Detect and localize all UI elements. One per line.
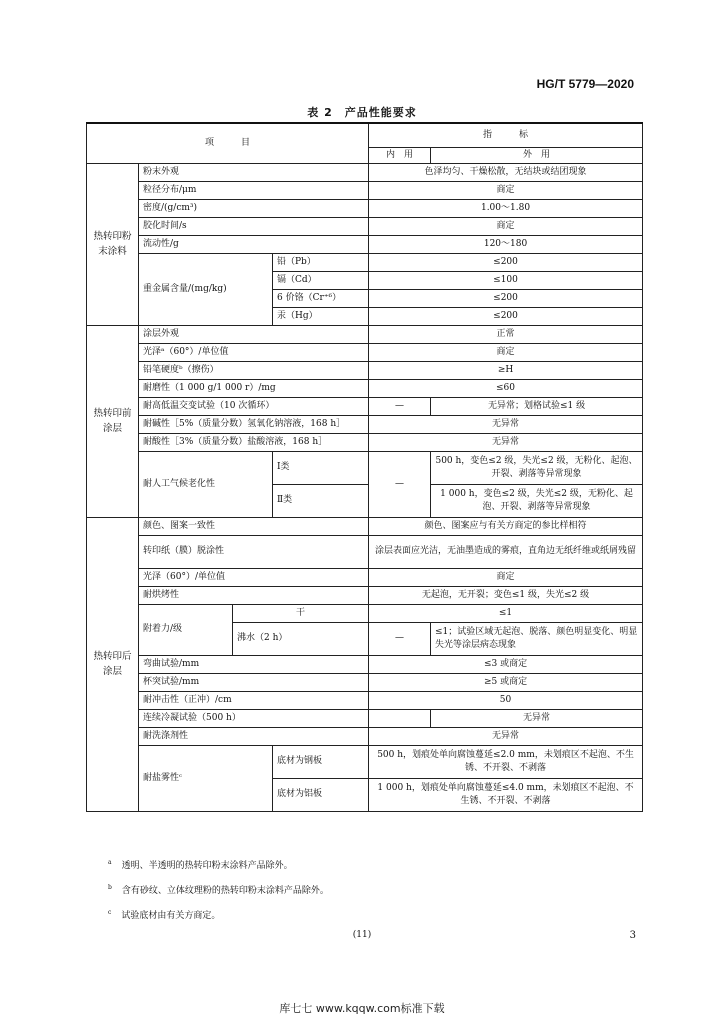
header-outer-use: 外 用 [431, 148, 643, 164]
item-label: 粒径分布/μm [139, 182, 369, 200]
item-label: 光泽（60°）/单位值 [139, 569, 369, 587]
item-value: ≤1 [369, 605, 643, 623]
item-label: 密度/(g/cm³) [139, 200, 369, 218]
sub-item-label: 6 价铬（Cr⁺⁶） [273, 290, 369, 308]
table-row [87, 200, 643, 218]
table-footnotes [108, 852, 648, 927]
item-label-aging: 耐人工气候老化性 [139, 452, 273, 518]
header-item: 项 目 [87, 123, 369, 164]
table-row [87, 569, 643, 587]
item-label: 连续冷凝试验（500 h） [139, 710, 369, 728]
table-row [87, 254, 643, 272]
table-row [87, 587, 643, 605]
sub-item-label: 汞（Hg） [273, 308, 369, 326]
section-label-post-coating: 热转印后涂层 [87, 518, 139, 812]
section-label-powder: 热转印粉末涂料 [87, 164, 139, 326]
item-label: 杯突试验/mm [139, 674, 369, 692]
sub-item-label: 镉（Cd） [273, 272, 369, 290]
table-row [87, 164, 643, 182]
item-label: 胶化时间/s [139, 218, 369, 236]
inner-use-dash: — [369, 398, 431, 416]
table-header-row [87, 123, 643, 148]
item-value: ≤100 [369, 272, 643, 290]
item-value: 涂层表面应光洁，无油墨造成的雾痕，直角边无纸纤维或纸屑残留 [369, 536, 643, 569]
page-mark: (11) [352, 930, 372, 940]
table-row [87, 236, 643, 254]
sub-item-label: 铅（Pb） [273, 254, 369, 272]
item-label-heavy-metal: 重金属含量/(mg/kg) [139, 254, 273, 326]
table-title: 表 2 产品性能要求 [307, 106, 417, 119]
item-value: ≤1；试验区域无起泡、脱落、颜色明显变化、明显失光等涂层病态现象 [431, 623, 643, 656]
item-value: ≥5 或商定 [369, 674, 643, 692]
table-row [87, 536, 643, 569]
item-value: 500 h，变色≤2 级，失光≤2 级，无粉化、起泡、开裂、剥落等异常现象 [431, 452, 643, 485]
standard-code: HG/T 5779—2020 [536, 77, 634, 91]
item-value: 无异常；划格试验≤1 级 [431, 398, 643, 416]
item-value: ≤200 [369, 254, 643, 272]
item-label: 耐碱性［5%（质量分数）氢氧化钠溶液，168 h］ [139, 416, 369, 434]
table-row [87, 416, 643, 434]
item-value: 1 000 h，划痕处单向腐蚀蔓延≤4.0 mm，未划痕区不起泡、不生锈、不开裂、不剥落 [369, 779, 643, 812]
item-value: 正常 [369, 326, 643, 344]
header-index: 指 标 [369, 123, 643, 148]
item-value: ≤200 [369, 308, 643, 326]
sub-item-label: 底材为钢板 [273, 746, 369, 779]
sub-item-label: 沸水（2 h） [233, 623, 369, 656]
item-label: 耐冲击性（正冲）/cm [139, 692, 369, 710]
sub-item-label: 底材为铝板 [273, 779, 369, 812]
item-label: 铅笔硬度ᵇ（擦伤） [139, 362, 369, 380]
item-value: 1 000 h，变色≤2 级，失光≤2 级，无粉化、起泡、开裂、剥落等异常现象 [431, 485, 643, 518]
performance-requirements-table [86, 122, 643, 812]
item-value: 50 [369, 692, 643, 710]
page-number: 3 [629, 930, 636, 941]
item-label: 粉末外观 [139, 164, 369, 182]
sub-item-label: 干 [233, 605, 369, 623]
item-label-salt-spray: 耐盐雾性ᶜ [139, 746, 273, 812]
item-value: ≤60 [369, 380, 643, 398]
item-value: 商定 [369, 218, 643, 236]
item-label: 颜色、图案一致性 [139, 518, 369, 536]
table-row [87, 656, 643, 674]
table-row [87, 182, 643, 200]
item-label-adhesion: 附着力/级 [139, 605, 233, 656]
item-value: ≥H [369, 362, 643, 380]
item-value: 无异常 [369, 434, 643, 452]
item-value: 色泽均匀、干燥松散，无结块或结团现象 [369, 164, 643, 182]
item-label: 转印纸（膜）脱涂性 [139, 536, 369, 569]
table-row [87, 692, 643, 710]
item-label: 耐磨性（1 000 g/1 000 r）/mg [139, 380, 369, 398]
item-label: 耐高低温交变试验（10 次循环） [139, 398, 369, 416]
table-row [87, 398, 643, 416]
table-row [87, 728, 643, 746]
item-value: 颜色、图案应与有关方商定的参比样相符 [369, 518, 643, 536]
item-value: 500 h，划痕处单向腐蚀蔓延≤2.0 mm，未划痕区不起泡、不生锈、不开裂、不剥落 [369, 746, 643, 779]
table-row [87, 746, 643, 779]
inner-use-dash: — [369, 452, 431, 518]
footnote-b: $^b$ 含有砂纹、立体纹理粉的热转印粉末涂料产品除外。 [108, 884, 329, 896]
table-row [87, 710, 643, 728]
item-value: 无异常 [369, 416, 643, 434]
item-label: 耐酸性［3%（质量分数）盐酸溶液，168 h］ [139, 434, 369, 452]
table-row [87, 218, 643, 236]
item-value: ≤200 [369, 290, 643, 308]
item-label: 光泽ᵃ（60°）/单位值 [139, 344, 369, 362]
item-value: 120～180 [369, 236, 643, 254]
item-label: 弯曲试验/mm [139, 656, 369, 674]
item-value: 商定 [369, 569, 643, 587]
item-value: ≤3 或商定 [369, 656, 643, 674]
table-row [87, 434, 643, 452]
item-value: 商定 [369, 182, 643, 200]
table-row [87, 344, 643, 362]
table-row [87, 362, 643, 380]
item-label: 耐洗涤剂性 [139, 728, 369, 746]
download-watermark: 库七七 www.kqqw.com标准下载 [279, 1002, 445, 1015]
table-row [87, 674, 643, 692]
item-label: 耐烘烤性 [139, 587, 369, 605]
item-value: 1.00～1.80 [369, 200, 643, 218]
item-value: 无起泡，无开裂；变色≤1 级，失光≤2 级 [369, 587, 643, 605]
footnote-a: $^a$ 透明、半透明的热转印粉末涂料产品除外。 [108, 859, 293, 871]
footnote-c: $^c$ 试验底材由有关方商定。 [108, 909, 221, 921]
item-label: 流动性/g [139, 236, 369, 254]
item-label: 涂层外观 [139, 326, 369, 344]
table-row [87, 380, 643, 398]
item-value: 无异常 [431, 710, 643, 728]
header-inner-use: 内 用 [369, 148, 431, 164]
item-value: 无异常 [369, 728, 643, 746]
item-value: 商定 [369, 344, 643, 362]
table-row [87, 605, 643, 623]
table-row [87, 518, 643, 536]
inner-use-dash: — [369, 623, 431, 656]
table-row [87, 326, 643, 344]
inner-use-empty [369, 710, 431, 728]
sub-item-label: Ⅱ类 [273, 485, 369, 518]
sub-item-label: Ⅰ类 [273, 452, 369, 485]
section-label-pre-coating: 热转印前涂层 [87, 326, 139, 518]
table-row [87, 452, 643, 485]
